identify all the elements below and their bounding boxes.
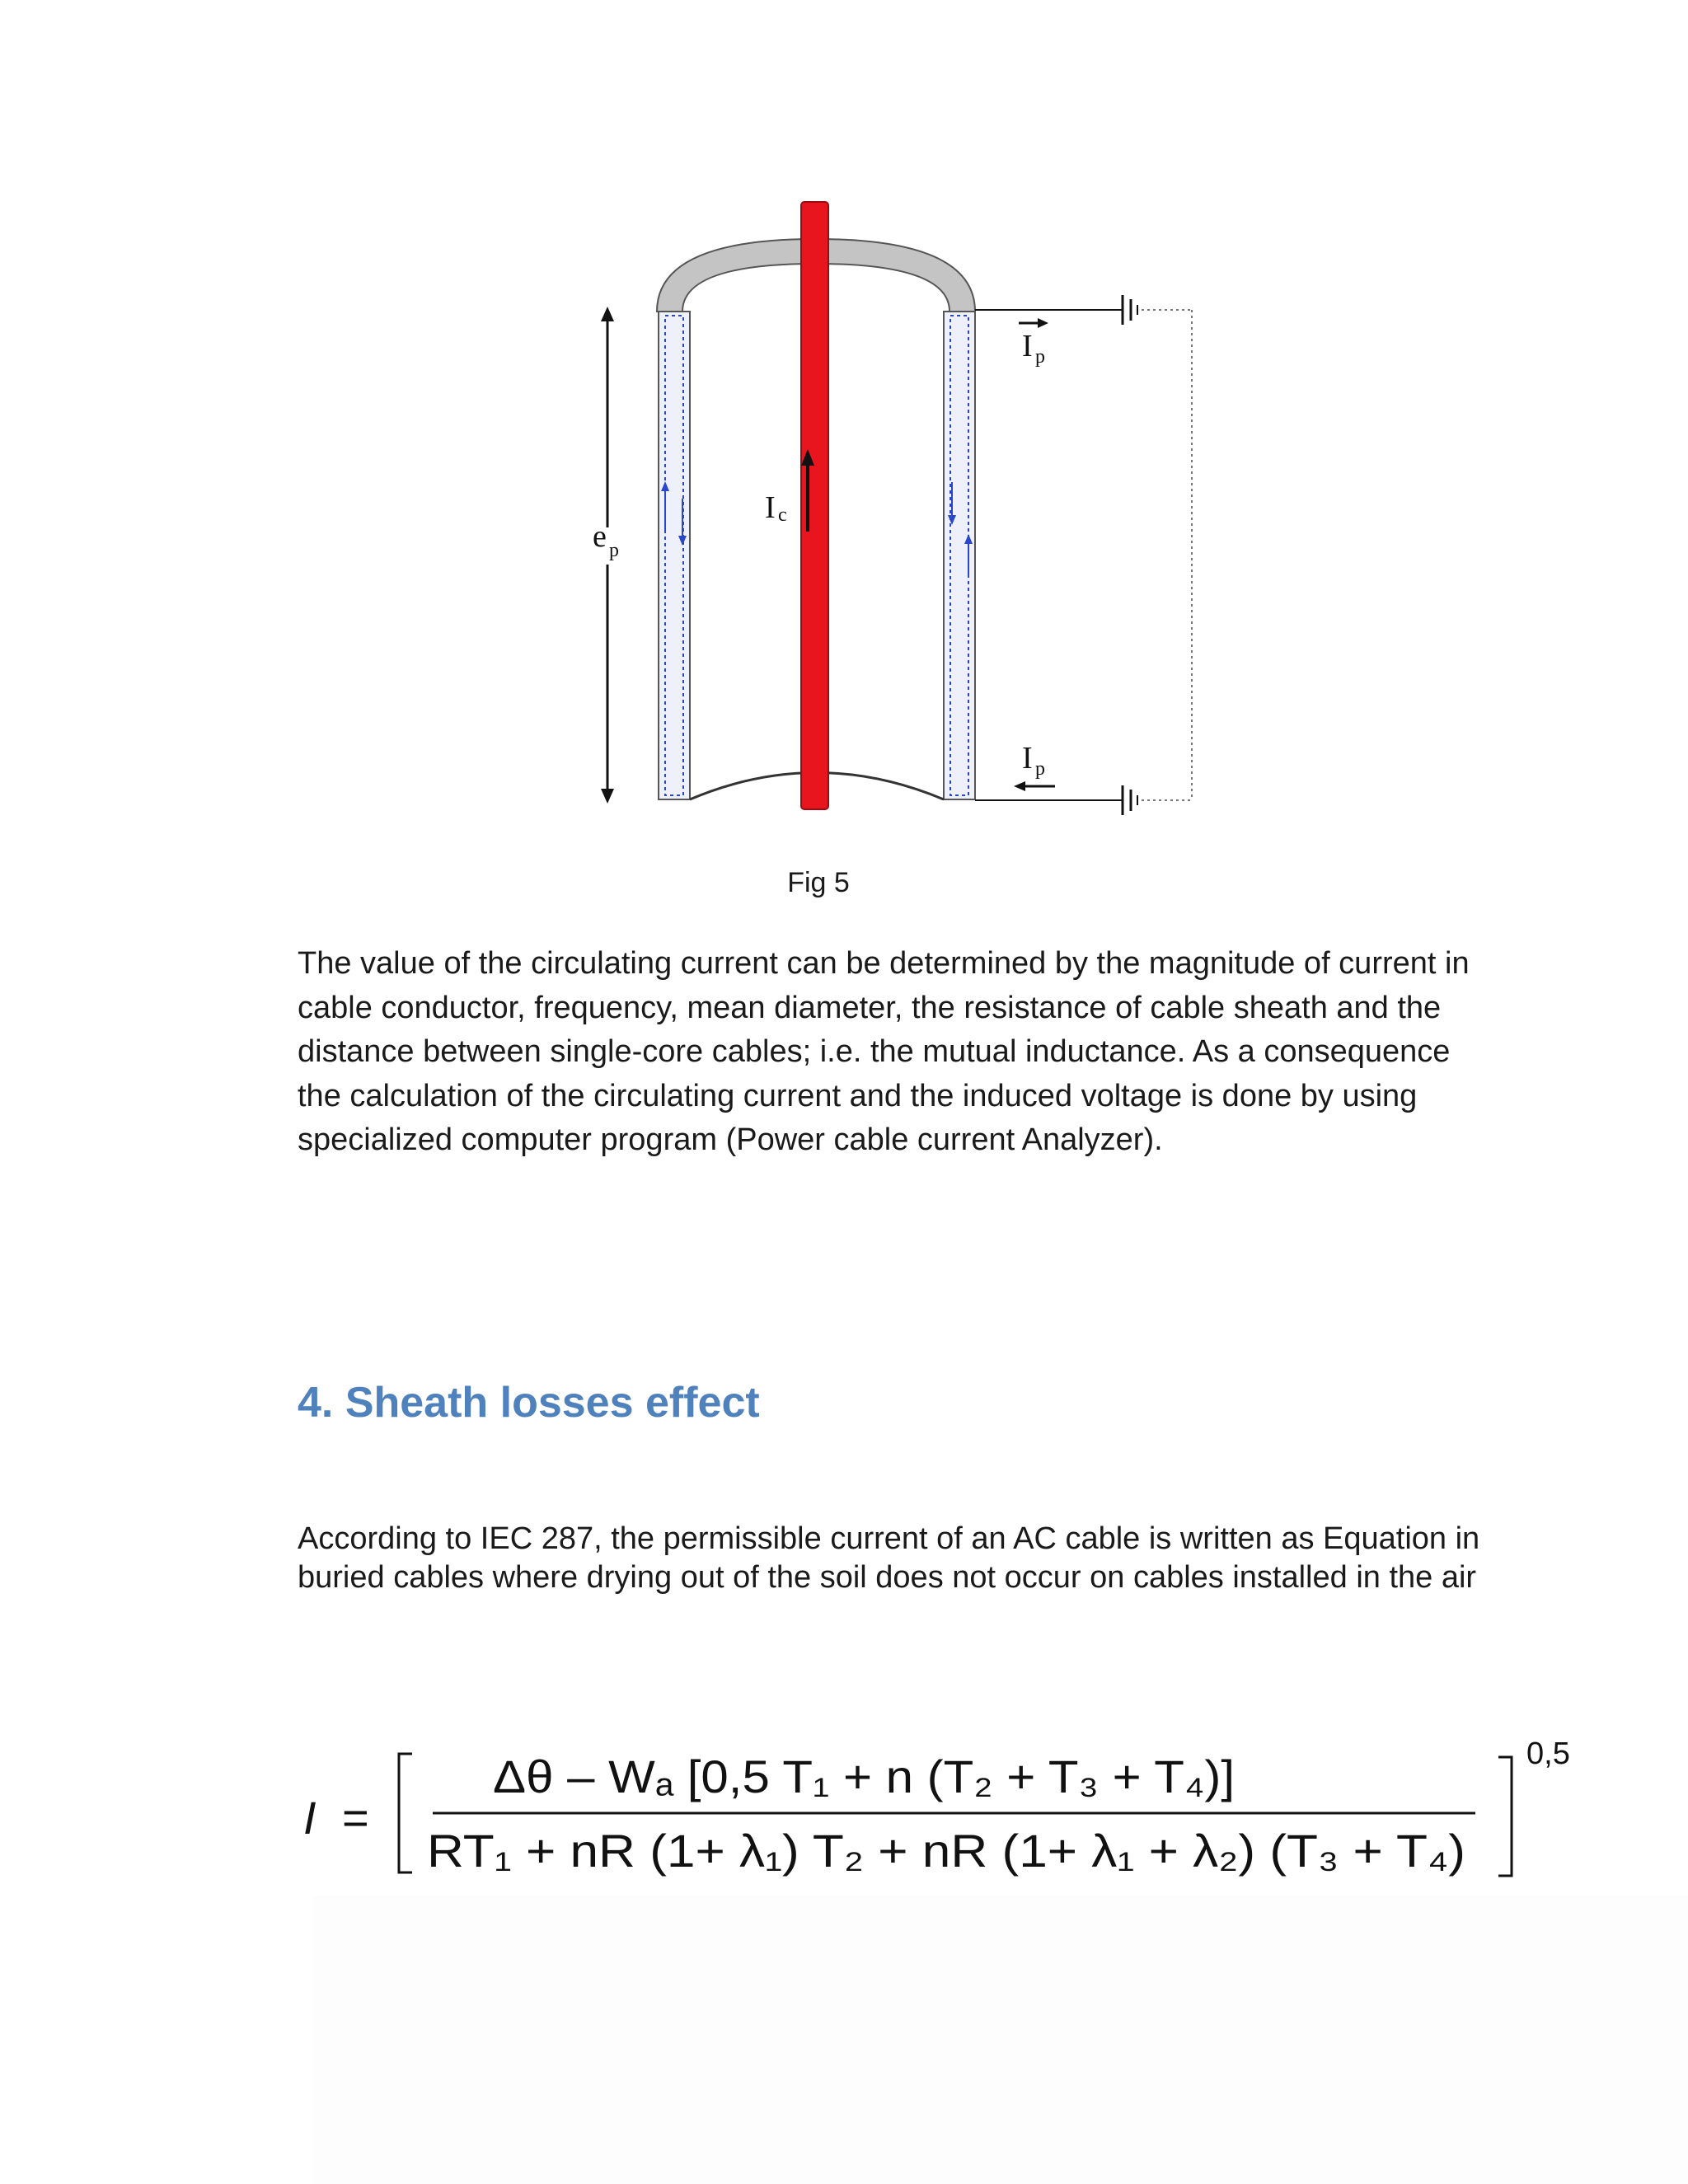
top-external-wire [975,295,1192,328]
background-panel [313,1896,1688,2184]
svg-text:e: e [593,519,607,554]
sheath-current-bottom-label [1022,741,1045,780]
svg-text:p: p [1035,346,1045,368]
svg-text:I: I [765,490,776,525]
bottom-external-wire [975,781,1192,815]
equation-numerator: Δθ – Wₐ [0,5 T₁ + n (T₂ + T₃ + T₄)] [493,1750,1235,1802]
ampacity-equation [0,1714,1688,1929]
right-sheath-wall [944,312,975,799]
left-sheath-wall [659,312,690,799]
figure-caption: Fig 5 [787,867,850,898]
equation-exponent: 0,5 [1526,1736,1570,1771]
left-bracket [399,1754,412,1872]
svg-text:p: p [609,540,619,561]
svg-text:I: I [1022,741,1033,776]
voltage-label [593,519,619,561]
cable-sheath-figure [0,0,1688,832]
equation-denominator: RT₁ + nR (1+ λ₁) T₂ + nR (1+ λ₁ + λ₂) (T₃ + T₄) [427,1825,1465,1877]
right-bracket [1498,1757,1512,1876]
sheath-current-top-label [1022,329,1045,368]
equation-lhs: I [303,1792,316,1844]
svg-text:p: p [1035,758,1045,780]
conductor-rod [801,202,828,809]
body-paragraph-iec-287: According to IEC 287, the permissible current of an AC cable is written as Equation in buried cables where drying out of the soil does not occur on cables installed in the air [298,1521,1480,1595]
svg-text:I: I [1022,329,1033,363]
body-paragraph-circulating-current: The value of the circulating current can be determined by the magnitude of current in cable conductor, frequency, mean diameter, the resistance of cable sheath and the distance between single-core cables; i.e. the mutual inductance. As a consequence the calculation of the circulating current and the induced voltage is done by using specialized computer program (Power cable current Analyzer). [298,946,1470,1157]
conductor-current-label [765,490,787,526]
equation-equals: = [342,1792,369,1844]
section-heading: 4. Sheath losses effect [298,1379,760,1427]
svg-text:c: c [778,504,787,526]
